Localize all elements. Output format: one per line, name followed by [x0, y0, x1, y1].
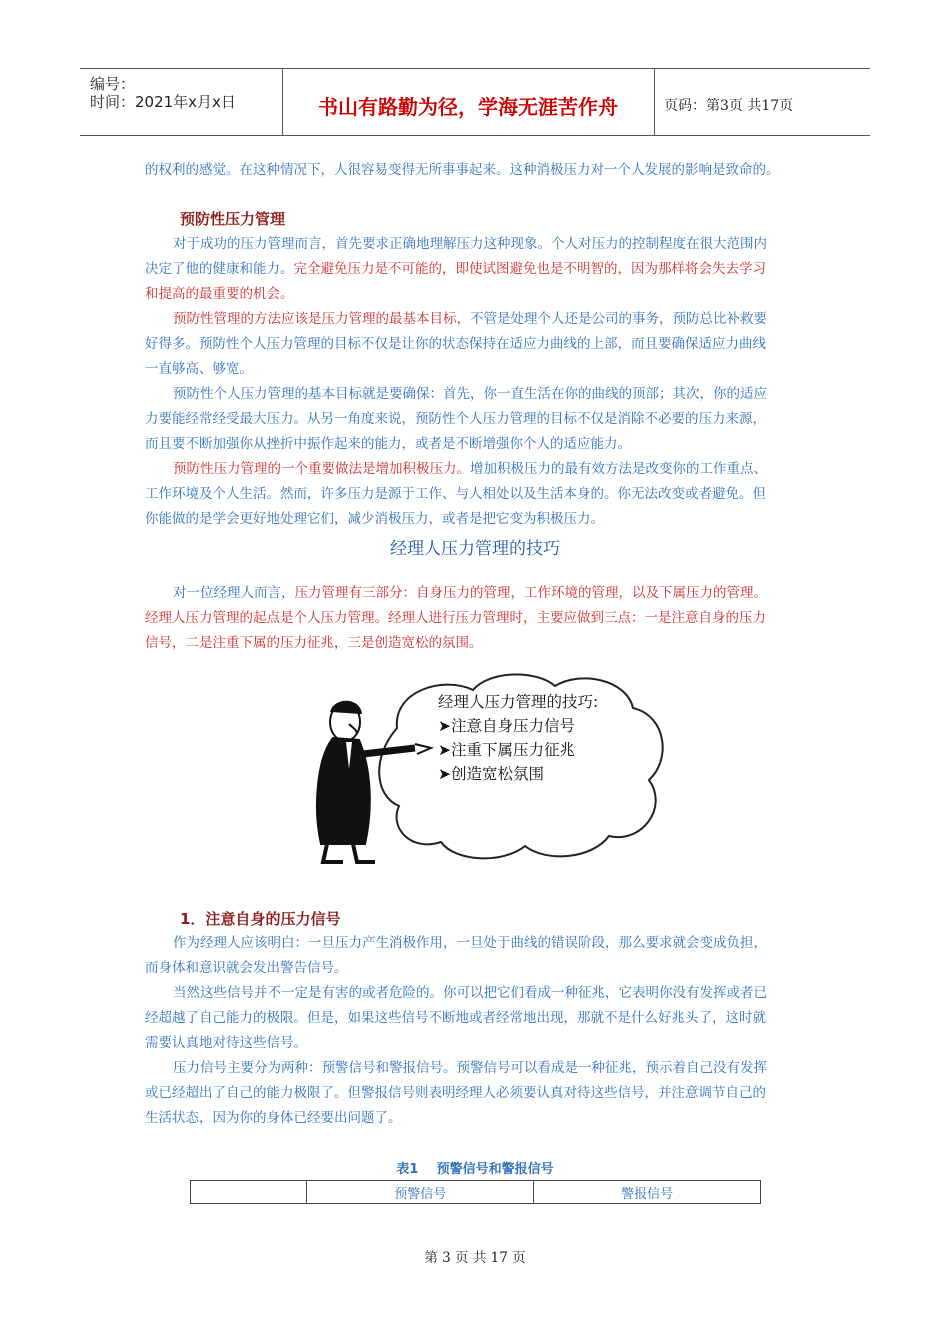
doc-number-label: 编号：	[90, 75, 136, 93]
signals-title: 1．注意自身的压力信号	[180, 910, 341, 928]
text-line: 作为经理人应该明白：一旦压力产生消极作用，一旦处于曲线的错误阶段，那么要求就会变成负担，	[173, 935, 767, 951]
text-line: 而且要不断加强你从挫折中振作起来的能力，或者是不断增强你个人的适应能力。	[145, 436, 631, 452]
signals-paragraph-3	[145, 1056, 810, 1131]
cloud-item: ➤注意自身压力信号	[438, 717, 575, 735]
text-line: 当然这些信号并不一定是有害的或者危险的。你可以把它们看成一种征兆，它表明你没有发挥或者已	[173, 985, 767, 1001]
manager-section-title: 经理人压力管理的技巧	[390, 539, 560, 559]
table-caption: 表1 预警信号和警报信号	[396, 1162, 554, 1177]
text-line: 好得多。预防性个人压力管理的目标不仅是让你的状态保持在适应力曲线的上部，而且要确保适应力曲线	[145, 336, 766, 352]
text-line: 生活状态，因为你的身体已经要出问题了。	[145, 1110, 402, 1126]
text-line: 一直够高、够宽。	[145, 361, 253, 377]
preventive-paragraph-2	[145, 307, 810, 382]
page-footer: 第 3 页 共 17 页	[424, 1250, 526, 1266]
cloud-heading: 经理人压力管理的技巧:	[438, 693, 599, 711]
page-header	[80, 68, 870, 136]
text-line-highlight: 压力管理有三部分：自身压力的管理，工作环境的管理，以及下属压力的管理。	[294, 585, 767, 601]
manager-paragraph	[145, 581, 810, 656]
signals-paragraph-1	[145, 931, 810, 981]
header-page-number: 页码：第3页 共17页	[664, 98, 794, 114]
text-line: 决定了他的健康和能力。	[145, 261, 294, 277]
table-header-row	[191, 1181, 761, 1204]
text-line: 工作环境及个人生活。然而，许多压力是源于工作、与人相处以及生活本身的。你无法改变或者避免。但	[145, 486, 766, 502]
signals-paragraph-2	[145, 981, 810, 1056]
signals-table	[190, 1180, 761, 1204]
text-line: 增加积极压力的最有效方法是改变你的工作重点、	[470, 461, 767, 477]
table-header-cell: 预警信号	[307, 1181, 534, 1204]
text-line: 需要认真地对待这些信号。	[145, 1035, 307, 1051]
text-line: 压力信号主要分为两种：预警信号和警报信号。预警信号可以看成是一种征兆，预示着自己没有发挥	[173, 1060, 767, 1076]
text-line: 预防性个人压力管理的基本目标就是要确保：首先，你一直生活在你的曲线的顶部；其次，你的适应	[173, 386, 767, 402]
intro-line: 的权利的感觉。在这种情况下，人很容易变得无所事事起来。这种消极压力对一个人发展的影响是致命的。	[145, 162, 780, 178]
text-line-highlight: 完全避免压力是不可能的，即使试图避免也是不明智的，因为那样将会失去学习	[293, 261, 766, 277]
preventive-title: 预防性压力管理	[180, 210, 286, 228]
preventive-paragraph-1	[145, 232, 810, 307]
header-info-cell	[80, 69, 283, 135]
cloud-item: ➤注重下属压力征兆	[438, 741, 575, 759]
text-line: 你能做的是学会更好地处理它们，减少消极压力，或者是把它变为积极压力。	[145, 511, 604, 527]
text-line: 不管是处理个人还是公司的事务，预防总比补救要	[470, 311, 767, 327]
text-line-highlight: 经理人压力管理的起点是个人压力管理。经理人进行压力管理时，主要应做到三点：一是注意自身的压力	[145, 610, 766, 626]
text-line: 力要能经常经受最大压力。从另一角度来说，预防性个人压力管理的目标不仅是消除不必要的压力来源，	[145, 411, 766, 427]
text-line: 或已经超出了自己的能力极限了。但警报信号则表明经理人必须要认真对待这些信号，并注意调节自己的	[145, 1085, 766, 1101]
text-line: 经超越了自己能力的极限。但是，如果这些信号不断地或者经常地出现，那就不是什么好兆头了，这时就	[145, 1010, 766, 1026]
text-line-highlight: 预防性管理的方法应该是压力管理的最基本目标，	[173, 311, 470, 327]
text-line: 对于成功的压力管理而言，首先要求正确地理解压力这种现象。个人对压力的控制程度在很大范围内	[173, 236, 767, 252]
text-line: 对一位经理人而言，	[173, 585, 295, 601]
cloud-item: ➤创造宽松氛围	[438, 765, 544, 783]
header-motto: 书山有路勤为径，学海无涯苦作舟	[318, 95, 618, 119]
doc-date-label: 时间：2021年x月x日	[90, 93, 236, 111]
header-motto-cell	[282, 69, 655, 135]
text-line-highlight: 和提高的最重要的机会。	[145, 286, 294, 302]
text-line-highlight: 信号，二是注重下属的压力征兆，三是创造宽松的氛围。	[145, 635, 483, 651]
text-line-highlight: 预防性压力管理的一个重要做法是增加积极压力。	[173, 461, 470, 477]
table-header-cell: 警报信号	[534, 1181, 761, 1204]
preventive-paragraph-4	[145, 457, 810, 532]
text-line: 而身体和意识就会发出警告信号。	[145, 960, 348, 976]
header-page-cell	[654, 69, 870, 135]
preventive-paragraph-3	[145, 382, 810, 457]
table-header-cell	[191, 1181, 307, 1204]
